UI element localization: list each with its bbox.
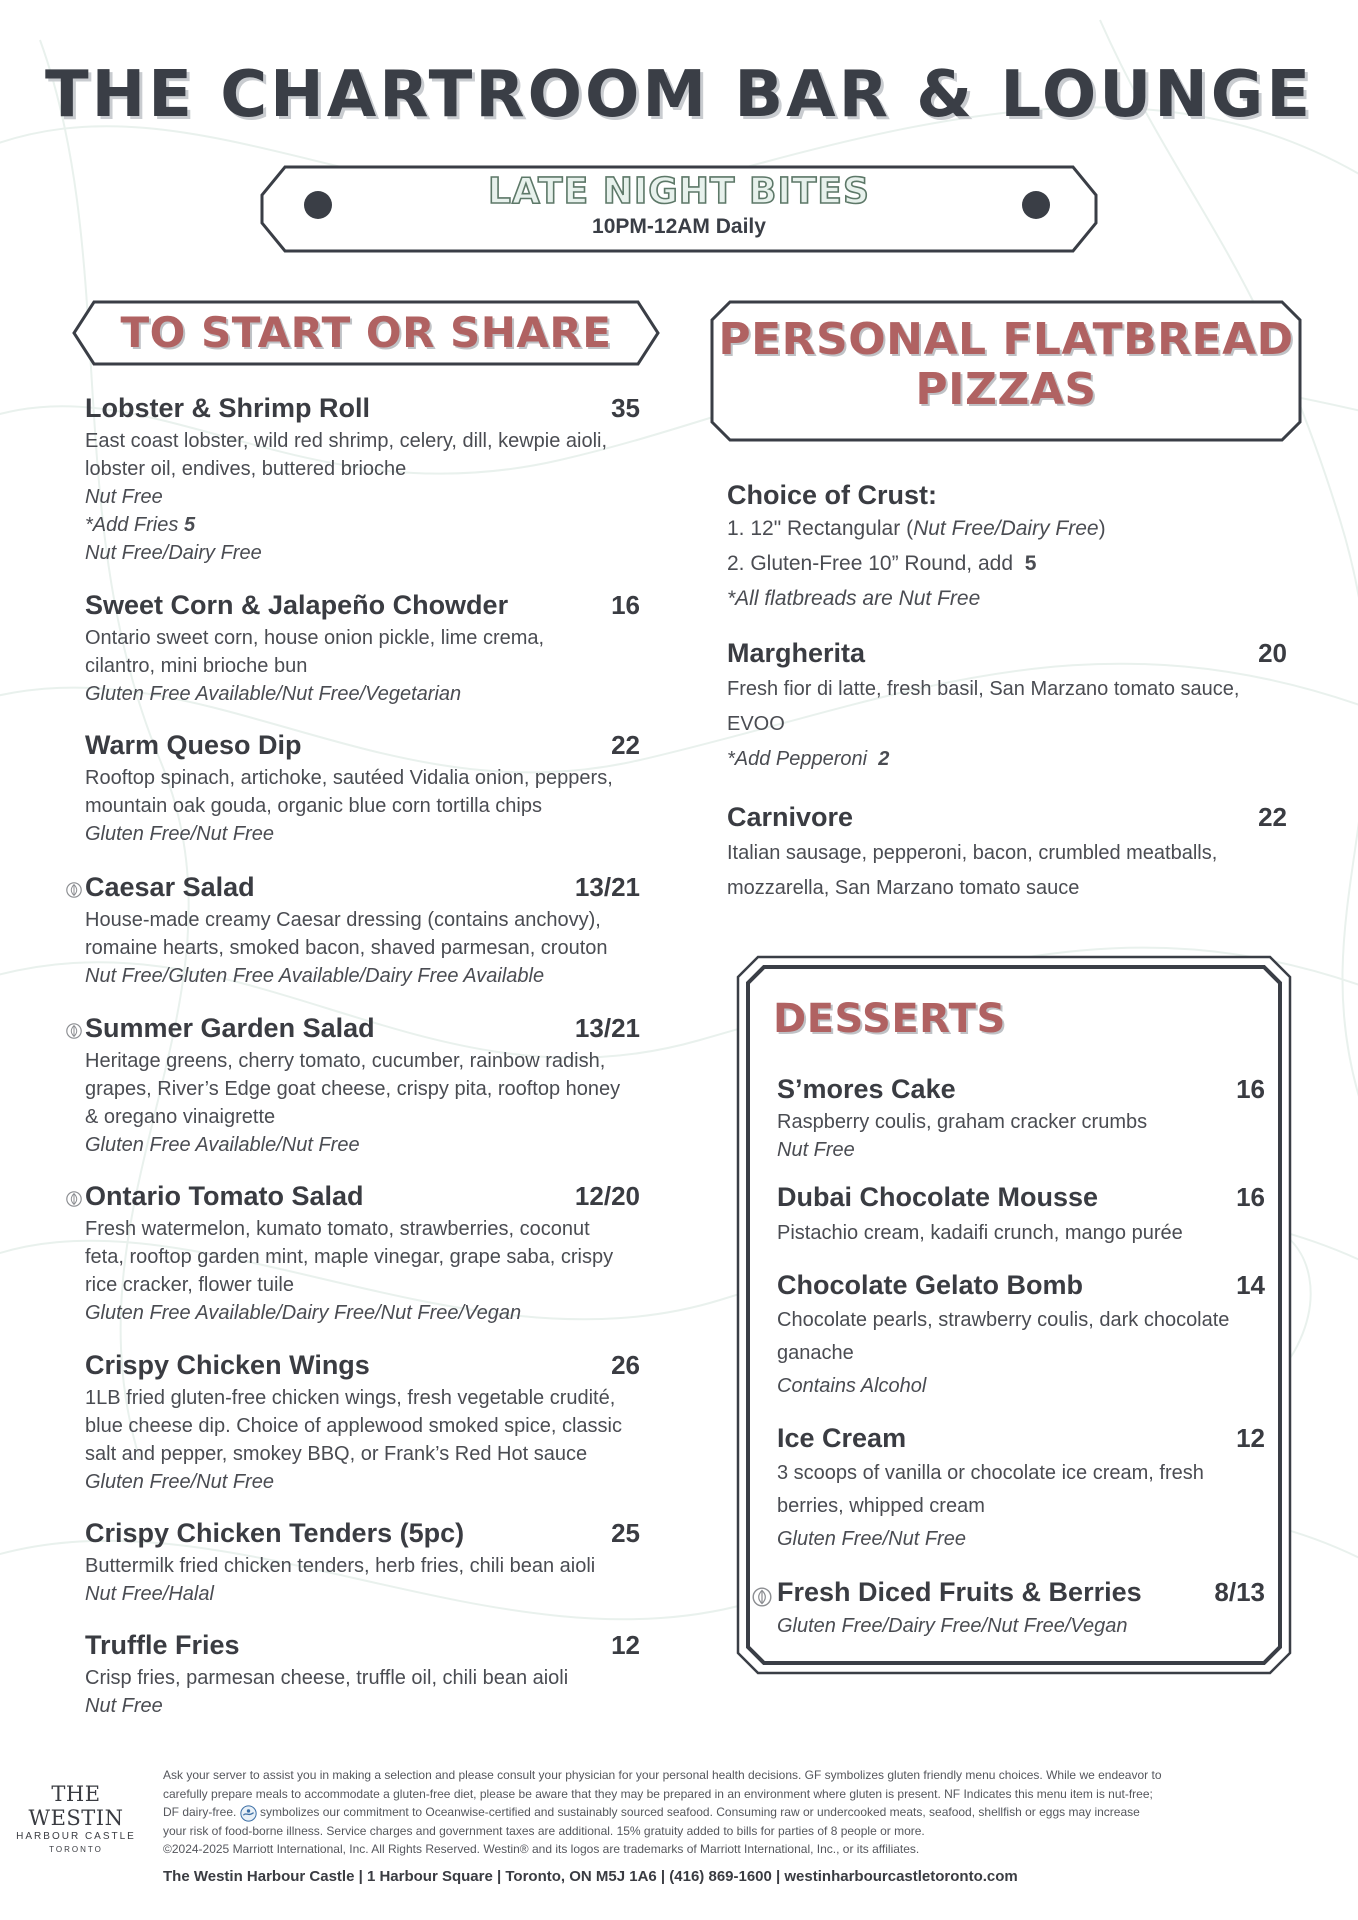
westin-logo	[12, 1782, 140, 1854]
menu-item	[777, 1577, 1265, 1644]
item-price: 13/21	[574, 872, 640, 902]
item-price: 12/20	[574, 1181, 640, 1211]
description-line: ganache	[777, 1342, 854, 1364]
disclaimer-line	[163, 1803, 1335, 1822]
menu-item	[727, 802, 1287, 906]
addon-line	[727, 742, 1287, 777]
item-description	[85, 1215, 640, 1299]
crust-option-text: 2. Gluten-Free 10” Round, add	[727, 552, 1014, 575]
dietary-tag: Nut Free/Gluten Free Available/Dairy Free Available	[85, 965, 545, 987]
addon-price: 2	[878, 748, 890, 770]
item-price: 13/21	[574, 1013, 640, 1043]
item-name: S’mores Cake	[777, 1074, 956, 1104]
dietary-tag: Gluten Free Available/Nut Free	[85, 1134, 360, 1156]
menu-item	[85, 1350, 640, 1496]
item-price: 16	[1236, 1182, 1265, 1212]
item-price: 22	[1258, 802, 1287, 832]
description-line: EVOO	[727, 713, 785, 735]
item-description	[85, 1664, 640, 1692]
description-line: 3 scoops of vanilla or chocolate ice cream, fresh	[777, 1462, 1204, 1484]
crust-title: Choice of Crust:	[727, 480, 938, 510]
item-description	[777, 1216, 1265, 1251]
crust-option	[727, 546, 1287, 581]
item-description	[85, 764, 640, 820]
hours-label: 10PM-12AM Daily	[592, 215, 766, 238]
description-line: rice cracker, flower tuile	[85, 1274, 294, 1296]
crust-option-end: )	[1098, 517, 1106, 540]
leaf-icon	[65, 1022, 83, 1040]
item-price: 25	[611, 1518, 640, 1548]
item-price: 20	[1258, 638, 1287, 668]
dietary-tag: Nut Free/Dairy Free	[85, 542, 262, 564]
dietary-tag: Gluten Free/Nut Free	[85, 823, 274, 845]
item-price: 8/13	[1214, 1577, 1265, 1607]
start-section-banner	[72, 300, 660, 366]
flatbread-title-line2: PIZZAS	[915, 364, 1097, 415]
item-description	[85, 624, 640, 680]
description-line: cilantro, mini brioche bun	[85, 655, 308, 677]
item-description	[777, 1457, 1265, 1523]
leaf-icon	[65, 881, 83, 899]
dietary-tag: Nut Free	[85, 1695, 163, 1717]
menu-item	[85, 1630, 640, 1720]
dietary-tag: Nut Free	[85, 486, 163, 508]
item-price: 12	[611, 1630, 640, 1660]
desserts-title: DESSERTS	[773, 996, 1006, 1042]
description-line: Crisp fries, parmesan cheese, truffle oil, chili bean aioli	[85, 1667, 569, 1689]
item-description	[727, 672, 1287, 742]
logo-sub: HARBOUR CASTLE	[16, 1831, 136, 1842]
item-name: Ontario Tomato Salad	[85, 1181, 364, 1211]
dietary-tag: Gluten Free/Nut Free	[85, 1471, 274, 1493]
flatbread-section-banner	[710, 300, 1302, 442]
description-line: grapes, River’s Edge goat cheese, crispy pita, rooftop honey	[85, 1078, 621, 1100]
menu-item	[777, 1423, 1265, 1556]
addon-label: *Add Fries	[85, 514, 179, 536]
item-description	[777, 1304, 1265, 1370]
item-price: 26	[611, 1350, 640, 1380]
crust-option-text: 1. 12" Rectangular (	[727, 517, 914, 540]
item-name: Truffle Fries	[85, 1630, 240, 1660]
item-price: 14	[1236, 1270, 1265, 1300]
footer-disclaimer	[163, 1766, 1335, 1859]
item-description	[85, 906, 640, 962]
menu-item	[85, 872, 640, 990]
disclaimer-line: Ask your server to assist you in making a selection and please consult your physician for your personal health decisions. GF symbolizes gluten friendly menu choices. While we endeavor to	[163, 1768, 1162, 1782]
crust-options	[727, 480, 1287, 616]
leaf-icon	[65, 1190, 83, 1208]
oceanwise-icon	[240, 1805, 257, 1822]
addon-price: 5	[183, 514, 196, 536]
crust-option-price: 5	[1024, 552, 1037, 575]
item-price: 12	[1236, 1423, 1265, 1453]
item-description	[85, 1552, 640, 1580]
dietary-tag: Contains Alcohol	[777, 1375, 927, 1397]
menu-item	[85, 1518, 640, 1608]
item-name: Margherita	[727, 638, 866, 668]
item-price: 22	[611, 730, 640, 760]
item-name: Ice Cream	[777, 1423, 907, 1453]
description-line: Raspberry coulis, graham cracker crumbs	[777, 1111, 1148, 1133]
description-line: Buttermilk fried chicken tenders, herb fries, chili bean aioli	[85, 1555, 596, 1577]
item-description	[85, 1384, 640, 1468]
disclaimer-line: carefully prepare meals to accommodate a gluten-free diet, please be aware that they may be prepared in an environment where gluten is present. NF Indicates this menu item is nut-free;	[163, 1786, 1153, 1801]
leaf-icon	[751, 1586, 773, 1608]
disclaimer-text: symbolizes our commitment to Oceanwise-certified and sustainably sourced seafood. Consuming raw or undercooked meats, seafood, shellfish or eggs may increase	[260, 1805, 1140, 1820]
menu-item	[85, 1181, 640, 1327]
crust-note: *All flatbreads are Nut Free	[727, 587, 981, 610]
disclaimer-line: your risk of food-borne illness. Service charges and government taxes are additional. 15% gratuity added to bills for parties of 8 people or more.	[163, 1823, 925, 1838]
flatbread-title-line1: PERSONAL FLATBREAD	[718, 314, 1294, 365]
logo-main: THE WESTIN	[28, 1782, 124, 1830]
footer-address: The Westin Harbour Castle | 1 Harbour Square | Toronto, ON M5J 1A6 | (416) 869-1600 | westinharbourcastletoronto.com	[163, 1868, 1018, 1885]
dietary-tag: Gluten Free/Nut Free	[777, 1528, 966, 1550]
description-line: Pistachio cream, kadaifi crunch, mango purée	[777, 1222, 1183, 1244]
description-line: feta, rooftop garden mint, maple vinegar, grape saba, crispy	[85, 1246, 614, 1268]
description-line: Fresh watermelon, kumato tomato, strawberries, coconut	[85, 1218, 590, 1240]
menu-item	[85, 393, 640, 567]
item-description	[85, 427, 640, 483]
item-description	[727, 836, 1287, 906]
item-description	[85, 1047, 640, 1131]
dietary-tag: Gluten Free Available/Dairy Free/Nut Free/Vegan	[85, 1302, 522, 1324]
description-line: Ontario sweet corn, house onion pickle, lime crema,	[85, 627, 545, 649]
item-name: Carnivore	[727, 802, 854, 832]
item-name: Caesar Salad	[85, 872, 255, 902]
late-night-banner	[260, 165, 1098, 253]
item-price: 35	[611, 393, 640, 423]
description-line: blue cheese dip. Choice of applewood smoked spice, classic	[85, 1415, 622, 1437]
start-section-title: TO START OR SHARE	[120, 308, 612, 357]
restaurant-title: THE CHARTROOM BAR & LOUNGE	[44, 58, 1314, 132]
description-line: romaine hearts, smoked bacon, shaved parmesan, crouton	[85, 937, 608, 959]
item-name: Warm Queso Dip	[85, 730, 302, 760]
logo-city: TORONTO	[49, 1845, 103, 1854]
item-name: Chocolate Gelato Bomb	[777, 1270, 1084, 1300]
description-line: mountain oak gouda, organic blue corn tortilla chips	[85, 795, 542, 817]
menu-item	[777, 1074, 1265, 1164]
disclaimer-text: DF dairy-free.	[163, 1805, 237, 1820]
description-line: Rooftop spinach, artichoke, sautéed Vidalia onion, peppers,	[85, 767, 613, 789]
item-name: Lobster & Shrimp Roll	[85, 393, 371, 423]
item-price: 16	[611, 590, 640, 620]
description-line: Heritage greens, cherry tomato, cucumber, rainbow radish,	[85, 1050, 606, 1072]
menu-item	[777, 1270, 1265, 1403]
item-name: Fresh Diced Fruits & Berries	[777, 1577, 1142, 1607]
dietary-tag: Gluten Free/Dairy Free/Nut Free/Vegan	[777, 1615, 1128, 1637]
dietary-tag: Gluten Free Available/Nut Free/Vegetarian	[85, 683, 462, 705]
menu-item	[727, 638, 1287, 777]
crust-option	[727, 511, 1287, 546]
addon-label: *Add Pepperoni	[727, 748, 868, 770]
menu-item	[85, 590, 640, 708]
late-night-title: LATE NIGHT BITES	[488, 171, 870, 212]
item-name: Sweet Corn & Jalapeño Chowder	[85, 590, 509, 620]
crust-option-tag: Nut Free/Dairy Free	[913, 517, 1099, 540]
description-line: berries, whipped cream	[777, 1495, 985, 1517]
dietary-tag: Nut Free	[777, 1139, 855, 1161]
item-name: Dubai Chocolate Mousse	[777, 1182, 1099, 1212]
item-name: Crispy Chicken Tenders (5pc)	[85, 1518, 465, 1548]
item-description	[777, 1108, 1265, 1136]
description-line: Fresh fior di latte, fresh basil, San Marzano tomato sauce,	[727, 678, 1240, 700]
addon-line	[85, 511, 640, 539]
menu-item	[85, 730, 640, 848]
item-name: Summer Garden Salad	[85, 1013, 375, 1043]
description-line: 1LB fried gluten-free chicken wings, fresh vegetable crudité,	[85, 1387, 616, 1409]
description-line: lobster oil, endives, buttered brioche	[85, 458, 407, 480]
description-line: mozzarella, San Marzano tomato sauce	[727, 877, 1080, 899]
description-line: House-made creamy Caesar dressing (contains anchovy),	[85, 909, 601, 931]
description-line: salt and pepper, smokey BBQ, or Frank’s Red Hot sauce	[85, 1443, 588, 1465]
description-line: & oregano vinaigrette	[85, 1106, 276, 1128]
description-line: East coast lobster, wild red shrimp, celery, dill, kewpie aioli,	[85, 430, 608, 452]
description-line: Italian sausage, pepperoni, bacon, crumbled meatballs,	[727, 842, 1218, 864]
menu-item	[777, 1182, 1265, 1251]
item-price: 16	[1236, 1074, 1265, 1104]
copyright-line: ©2024-2025 Marriott International, Inc. All Rights Reserved. Westin® and its logos are trademarks of Marriott International, Inc., or its affiliates.	[163, 1842, 920, 1857]
description-line: Chocolate pearls, strawberry coulis, dark chocolate	[777, 1309, 1230, 1331]
dietary-tag: Nut Free/Halal	[85, 1583, 214, 1605]
menu-item	[85, 1013, 640, 1159]
item-name: Crispy Chicken Wings	[85, 1350, 370, 1380]
